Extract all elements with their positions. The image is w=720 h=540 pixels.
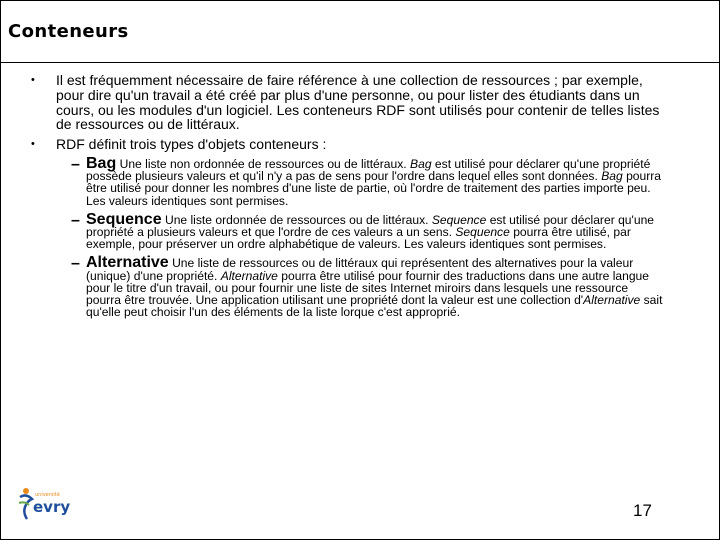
bullet-list [31,72,664,157]
container-desc: sait qu'elle peut choisir l'un des éléments de la liste lorque c'est approprié. [86,293,663,320]
dash-marker: – [71,255,80,273]
container-desc: pourra être utilisé pour donner les nombres d'une liste de partie, où l'ordre de traitement des parties importe peu. Les valeurs identiques sont permises. [86,169,662,208]
bullet-item [31,72,664,133]
container-desc: Une liste de ressources ou de littéraux qui représentent des alternatives pour la valeur (unique) d'une propriété. [86,256,634,283]
container-desc: est utilisé pour déclarer qu'une propriété possède plusieurs valeurs et qu'il n'y a pas de sens pour l'ordre dans lequel elles sont données. [86,157,651,184]
container-desc-italic: Bag [601,169,623,184]
container-desc-italic: Bag [410,157,432,171]
container-term: Sequence [86,210,162,228]
container-desc: pourra être utilisé, par exemple, pour préserver un ordre alphabétique de valeurs. Les valeurs identiques sont permises. [86,225,631,252]
container-desc-italic: Sequence [455,225,510,240]
container-item-alternative [71,254,666,320]
bullet-item [31,136,664,153]
bullet-marker: • [31,74,35,86]
university-logo-icon [17,485,77,525]
bullet-text: RDF définit trois types d'objets conteneurs : [56,136,327,153]
bullet-marker: • [31,138,35,151]
container-desc-italic: Alternative [220,268,278,283]
container-desc-italic: Sequence [431,212,487,227]
container-term: Bag [86,155,117,172]
bullet-text: Il est fréquemment nécessaire de faire référence à une collection de ressources ; par exemple, pour dire qu'un travail a été créé par plus d'une personne, ou pour lister des étudiants dans un cours, ou les modules d'un logiciel. Les conteneurs RDF sont utilisés pour contenir de telles listes de ressources ou de littéraux. [56,72,660,133]
container-list [71,155,666,325]
university-logo [17,485,77,525]
container-item-bag [71,155,666,208]
dash-marker: – [71,211,80,229]
container-desc: Une liste non ordonnée de ressources ou de littéraux. [116,157,411,171]
container-desc: pourra être utilisé pour fournir des traductions dans une autre langue pour le titre d'un travail, ou pour fournir une liste de sites Internet miroirs dans lesquels une ressource pourra être trouvée. Une application utilisant une propriété dont la valeur est une collection d' [86,268,650,308]
dash-marker: – [71,156,80,173]
logo-small-text: université [35,492,60,498]
container-item-sequence [71,210,666,252]
container-desc-italic: Alternative [583,293,641,308]
page-number: 17 [633,501,652,520]
container-term: Alternative [86,254,169,272]
slide-title: Conteneurs [8,21,129,42]
container-desc: est utilisé pour déclarer qu'une propriété a plusieurs valeurs et que l'ordre de ces valeurs a un sens. [86,212,655,240]
logo-name: evry [33,498,71,516]
title-bar [1,1,719,63]
container-desc: Une liste ordonnée de ressources ou de littéraux. [161,212,432,227]
